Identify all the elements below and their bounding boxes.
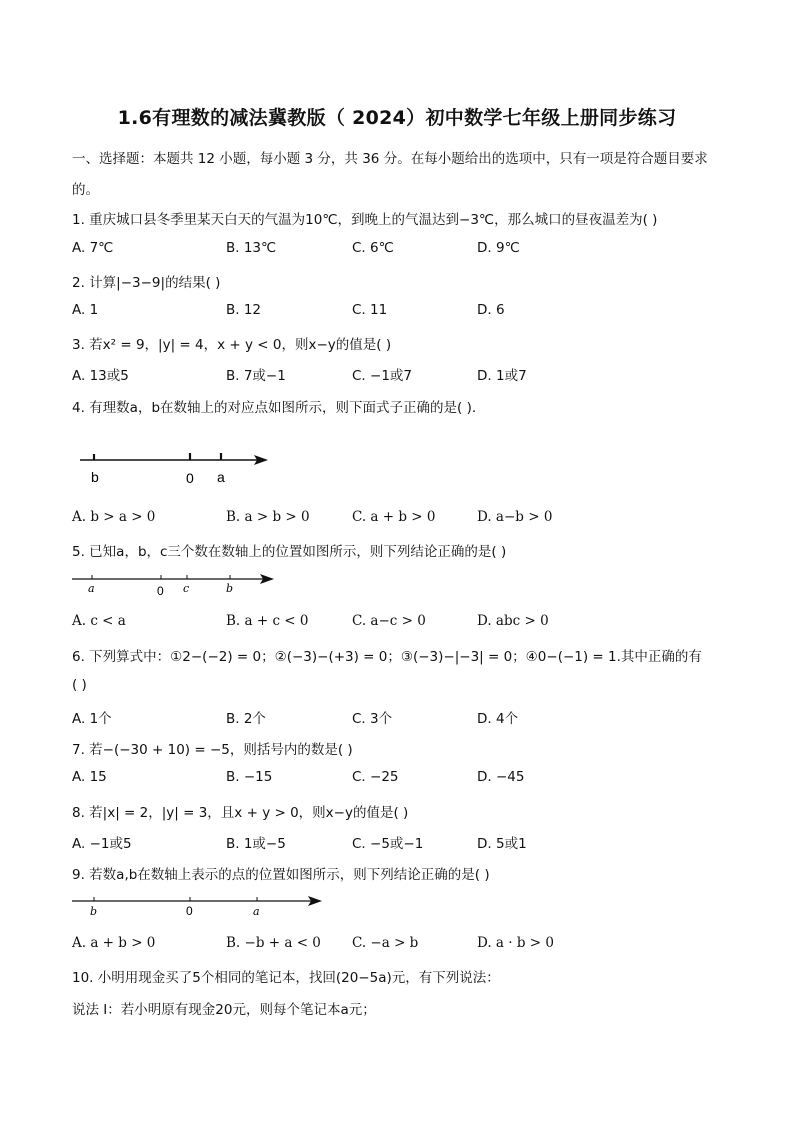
axis-label-zero: 0 bbox=[186, 470, 194, 486]
question-7-stem: 7. 若−(−30 + 10) = −5，则括号内的数是( ) bbox=[72, 742, 353, 758]
question-1-options bbox=[72, 240, 732, 258]
page-title: 1.6有理数的减法冀教版（ 2024）初中数学七年级上册同步练习 bbox=[117, 107, 677, 129]
axis-label-b: b bbox=[226, 582, 234, 595]
option-a: A. −1或5 bbox=[72, 836, 132, 852]
option-c: C. −5或−1 bbox=[352, 836, 424, 852]
question-10-statement-1: 说法 Ⅰ：若小明原有现金20元，则每个笔记本a元； bbox=[72, 1002, 376, 1018]
question-6-options bbox=[72, 707, 732, 725]
question-10-stem: 10. 小明用现金买了5个相同的笔记本，找回(20−5a)元，有下列说法： bbox=[72, 970, 500, 986]
question-6-stem-cont: ( ) bbox=[72, 677, 87, 693]
axis-label-b: b bbox=[90, 905, 98, 918]
option-c: C. a−c > 0 bbox=[352, 613, 426, 629]
option-d: D. 9℃ bbox=[477, 240, 520, 256]
option-c: C. 3个 bbox=[352, 711, 393, 727]
axis-label-b: b bbox=[91, 469, 99, 485]
question-5-stem: 5. 已知a，b，c三个数在数轴上的位置如图所示，则下列结论正确的是( ) bbox=[72, 544, 507, 560]
question-9-stem: 9. 若数a,b在数轴上表示的点的位置如图所示，则下列结论正确的是( ) bbox=[72, 867, 490, 883]
axis-label-zero: 0 bbox=[157, 584, 164, 598]
axis-label-a: a bbox=[253, 905, 260, 918]
question-1-stem: 1. 重庆城口县冬季里某天白天的气温为10℃，到晚上的气温达到−3℃，那么城口的昼夜温差为( ) bbox=[72, 212, 658, 228]
option-d: D. 1或7 bbox=[477, 368, 527, 384]
option-b: B. a > b > 0 bbox=[226, 509, 310, 525]
option-d: D. abc > 0 bbox=[477, 613, 549, 629]
axis-label-c: c bbox=[183, 582, 190, 595]
question-2-stem: 2. 计算|−3−9|的结果( ) bbox=[72, 275, 221, 291]
section-instructions-cont: 的。 bbox=[72, 182, 99, 198]
option-a: A. a + b > 0 bbox=[72, 935, 156, 951]
option-d: D. 6 bbox=[477, 302, 505, 318]
option-a: A. c < a bbox=[72, 613, 126, 629]
option-b: B. 1或−5 bbox=[226, 836, 286, 852]
option-a: A. 7℃ bbox=[72, 240, 114, 256]
question-3-options bbox=[72, 364, 732, 382]
option-b: B. 7或−1 bbox=[226, 368, 286, 384]
option-c: C. −1或7 bbox=[352, 368, 412, 384]
question-4-options bbox=[72, 509, 732, 527]
question-8-stem: 8. 若|x| = 2，|y| = 3，且x + y > 0，则x−y的值是( ) bbox=[72, 805, 409, 821]
axis-label-a: a bbox=[217, 469, 225, 485]
option-b: B. −b + a < 0 bbox=[226, 935, 321, 951]
question-2-options bbox=[72, 302, 732, 320]
option-b: B. a + c < 0 bbox=[226, 613, 309, 629]
option-d: D. a−b > 0 bbox=[477, 509, 553, 525]
option-d: D. −45 bbox=[477, 769, 525, 785]
option-d: D. 5或1 bbox=[477, 836, 527, 852]
number-line-figure-q4 bbox=[72, 440, 282, 490]
option-b: B. −15 bbox=[226, 769, 273, 785]
option-d: D. a · b > 0 bbox=[477, 935, 554, 951]
number-line-figure-q9 bbox=[68, 891, 338, 923]
section-instructions: 一、选择题：本题共 12 小题，每小题 3 分，共 36 分。在每小题给出的选项中，只有一项是符合题目要求 bbox=[72, 151, 708, 167]
question-9-options bbox=[72, 935, 732, 953]
option-a: A. 1个 bbox=[72, 711, 112, 727]
question-3-stem: 3. 若x² = 9，|y| = 4，x + y < 0，则x−y的值是( ) bbox=[72, 337, 392, 353]
axis-label-a: a bbox=[88, 582, 95, 595]
option-a: A. 1 bbox=[72, 302, 99, 318]
option-c: C. 11 bbox=[352, 302, 388, 318]
option-a: A. 15 bbox=[72, 769, 107, 785]
option-c: C. −25 bbox=[352, 769, 399, 785]
option-b: B. 13℃ bbox=[226, 240, 277, 256]
question-4-stem: 4. 有理数a，b在数轴上的对应点如图所示，则下面式子正确的是( ). bbox=[72, 400, 477, 416]
option-b: B. 2个 bbox=[226, 711, 266, 727]
option-c: C. a + b > 0 bbox=[352, 509, 436, 525]
option-c: C. −a > b bbox=[352, 935, 419, 951]
option-b: B. 12 bbox=[226, 302, 262, 318]
number-line-figure-q5 bbox=[68, 568, 288, 600]
option-d: D. 4个 bbox=[477, 711, 519, 727]
question-7-options bbox=[72, 769, 732, 787]
axis-label-zero: 0 bbox=[186, 904, 193, 918]
option-c: C. 6℃ bbox=[352, 240, 394, 256]
option-a: A. b > a > 0 bbox=[72, 509, 156, 525]
question-8-options bbox=[72, 832, 732, 850]
option-a: A. 13或5 bbox=[72, 368, 129, 384]
question-6-stem: 6. 下列算式中：①2−(−2) = 0；②(−3)−(+3) = 0；③(−3)−|−3| = 0；④0−(−1) = 1.其中正确的有 bbox=[72, 649, 702, 665]
question-5-options bbox=[72, 613, 732, 631]
